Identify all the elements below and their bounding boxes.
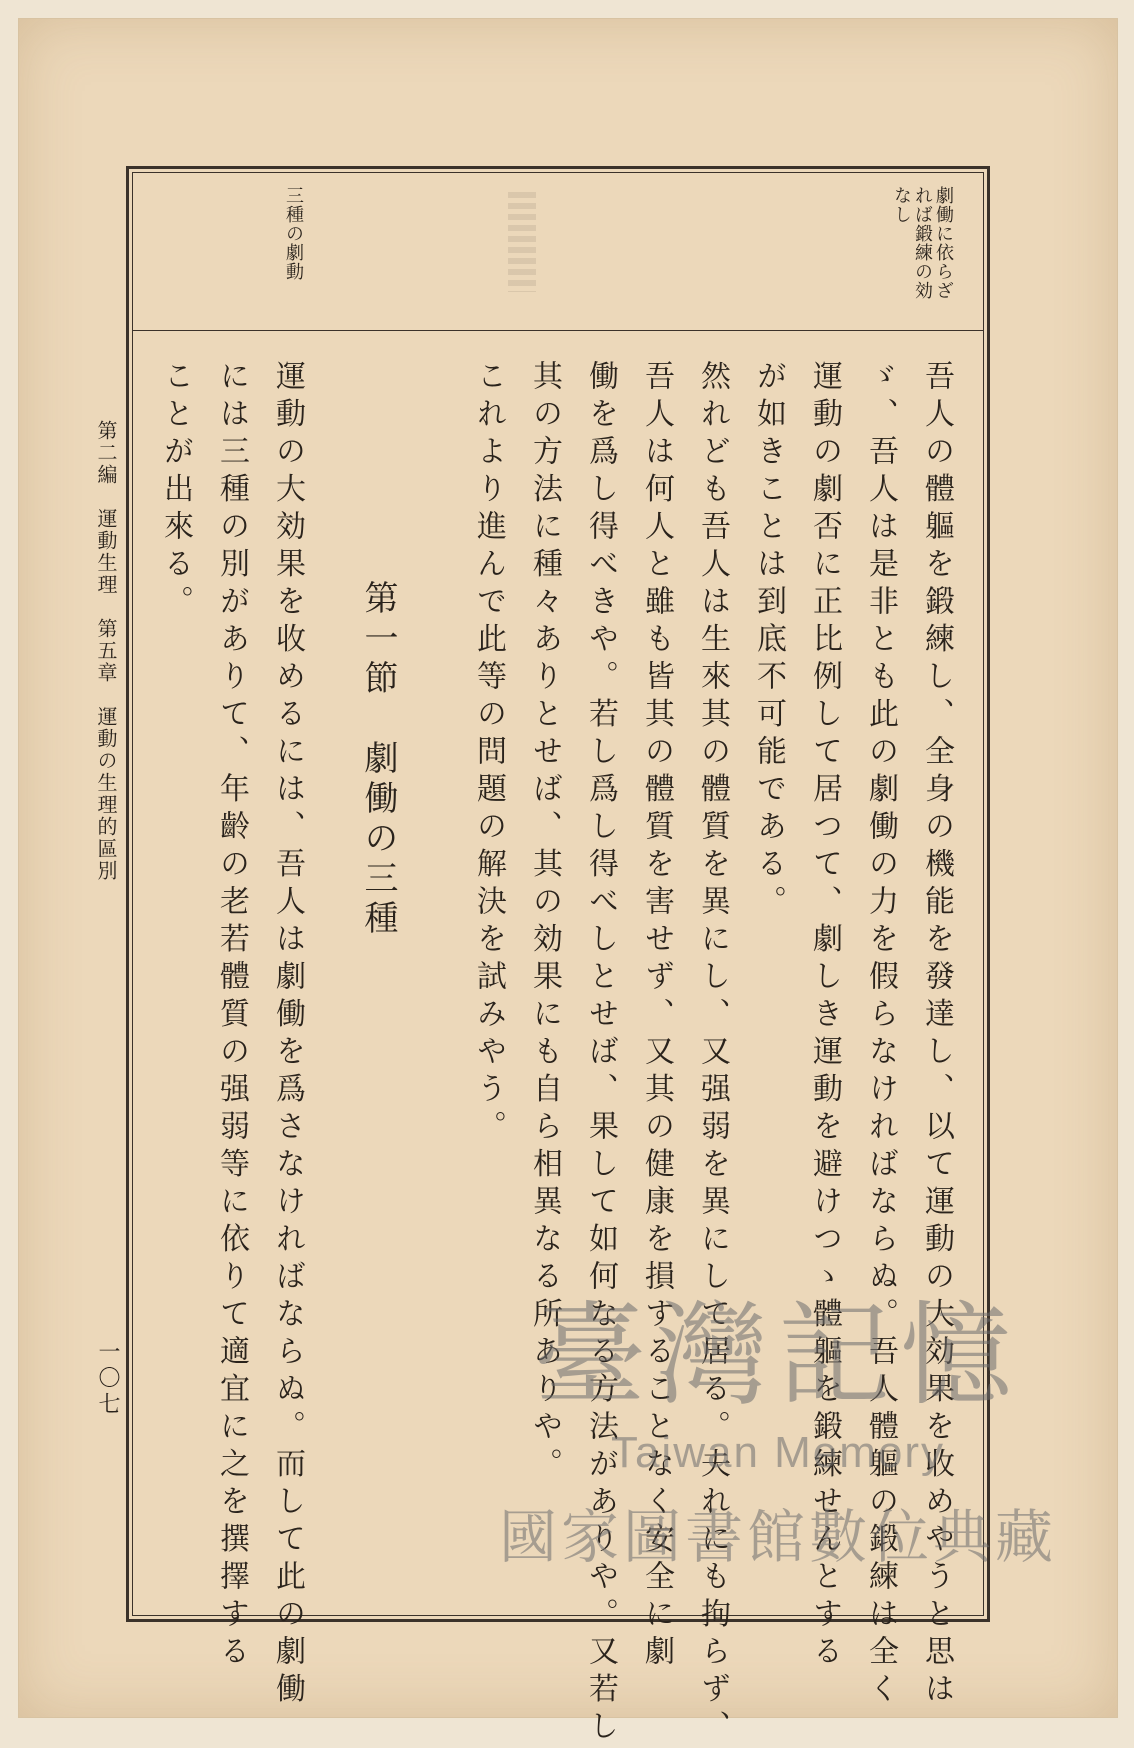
body-column: には三種の別がありて、年齡の老若體質の强弱等に依りて適宜に之を撰擇する <box>214 360 249 1673</box>
margin-note-divider <box>132 330 984 331</box>
body-column: 其の方法に種々ありとせば、其の効果にも自ら相異なる所ありや。 <box>527 360 562 1485</box>
margin-note-left: 三種の劇動 <box>283 186 304 281</box>
body-column: 働を爲し得べきや。若し爲し得べしとせば、果して如何なる方法がありや。又若し <box>583 360 618 1748</box>
margin-note-line: れば鍛練の効 <box>912 186 933 300</box>
watermark-title: 臺灣記憶 <box>534 1291 1022 1421</box>
body-column: 然れども吾人は生來其の體質を異にし、又强弱を異にして居る。夫れにも拘らず、 <box>695 360 730 1748</box>
watermark-institution: 國家圖書館數位典藏 <box>498 1503 1057 1571</box>
body-column: 吾人の體軀を鍛練し、全身の機能を發達し、以て運動の大効果を收めやうと思は <box>919 360 954 1710</box>
page-number: 一〇七 <box>95 1340 120 1418</box>
body-column: 運動の劇否に正比例して居つて、劇しき運動を避けつゝ體軀を鍛練せんとする <box>807 360 842 1673</box>
body-column: これより進んで此等の問題の解決を試みやう。 <box>471 360 506 1148</box>
margin-note-line: 劇働に依らざ <box>933 186 954 300</box>
body-column: 吾人は何人と雖も皆其の體質を害せず、又其の健康を損することなく安全に劇 <box>639 360 674 1673</box>
section-heading: 第一節 劇働の三種 <box>358 580 398 940</box>
running-header: 第二編 運動生理 第五章 運動の生理的區別 <box>94 420 118 882</box>
margin-note-line: なし <box>891 186 912 224</box>
margin-note-right <box>891 186 954 321</box>
body-column: 運動の大効果を收めるには、吾人は劇働を爲さなければならぬ。而して此の劇働 <box>270 360 305 1710</box>
body-column: ゞ、吾人は是非とも此の劇働の力を假らなければならぬ。吾人體軀の鍛練は全く <box>863 360 898 1710</box>
watermark-english: Taiwan Memory <box>610 1428 946 1477</box>
body-column: が如きことは到底不可能である。 <box>751 360 786 923</box>
body-column: ことが出來る。 <box>158 360 193 623</box>
faded-stamp-mark <box>508 192 536 292</box>
